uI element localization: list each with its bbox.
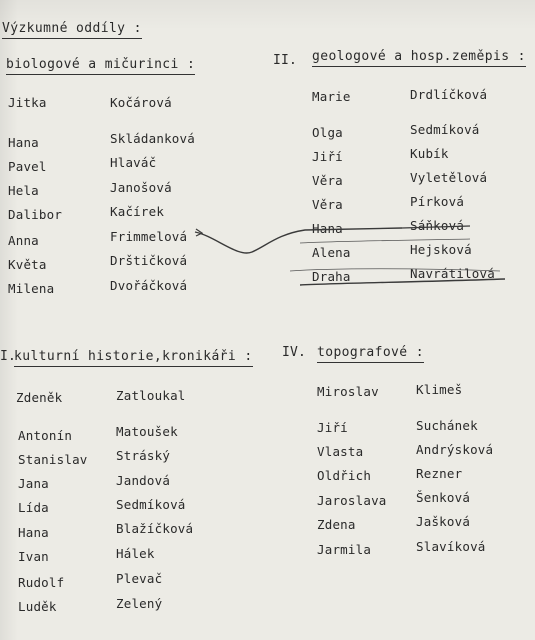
section-numeral: II. <box>273 53 298 68</box>
section-numeral: I. <box>0 349 17 364</box>
member-last-name: Drštičková <box>110 253 188 268</box>
member-first-name: Dalibor <box>8 207 63 222</box>
member-last-name: Kačírek <box>110 204 165 219</box>
member-last-name: Sedmíková <box>116 497 186 512</box>
member-first-name: Draha <box>312 269 351 284</box>
member-first-name: Alena <box>312 245 351 260</box>
member-first-name: Hana <box>8 135 39 150</box>
member-first-name: Oldřich <box>317 468 372 483</box>
member-first-name: Jiří <box>312 149 343 164</box>
member-first-name: Pavel <box>8 159 47 174</box>
member-last-name: Kočárová <box>110 95 172 110</box>
member-last-name: Blažíčková <box>116 521 194 536</box>
section-numeral: IV. <box>282 345 307 360</box>
member-first-name: Jitka <box>8 95 47 110</box>
member-first-name: Rudolf <box>18 575 65 590</box>
member-last-name: Stráský <box>116 448 171 463</box>
member-last-name: Pírková <box>410 194 465 209</box>
member-last-name: Zelený <box>116 596 163 611</box>
member-first-name: Jana <box>18 476 49 491</box>
member-first-name: Hana <box>18 525 49 540</box>
member-first-name: Jiří <box>317 420 348 435</box>
member-last-name: Jandová <box>116 473 171 488</box>
member-first-name: Věra <box>312 197 343 212</box>
member-last-name: Dvořáčková <box>110 278 188 293</box>
member-first-name: Jaroslava <box>317 493 387 508</box>
member-first-name: Antonín <box>18 428 73 443</box>
member-last-name: Janošová <box>110 180 172 195</box>
member-last-name: Suchánek <box>416 418 478 433</box>
draha-over-line <box>290 269 500 271</box>
member-first-name: Vlasta <box>317 444 364 459</box>
member-last-name: Hlaváč <box>110 155 157 170</box>
member-first-name: Olga <box>312 125 343 140</box>
member-first-name: Marie <box>312 89 351 104</box>
member-last-name: Jašková <box>416 514 471 529</box>
member-last-name: Matoušek <box>116 424 178 439</box>
member-last-name: Šenková <box>416 490 471 505</box>
member-last-name: Plevač <box>116 571 163 586</box>
member-first-name: Věra <box>312 173 343 188</box>
member-last-name: Frimmelová <box>110 229 188 244</box>
section-heading: geologové a hosp.zeměpis : <box>312 50 526 67</box>
member-first-name: Hana <box>312 221 343 236</box>
hana-strike-line <box>402 226 470 228</box>
member-first-name: Anna <box>8 233 39 248</box>
draha-strike-line <box>300 279 505 285</box>
member-first-name: Miroslav <box>317 384 379 399</box>
member-last-name: Drdlíčková <box>410 87 488 102</box>
hana-under-line <box>300 239 470 243</box>
member-first-name: Ivan <box>18 549 49 564</box>
member-last-name: Rezner <box>416 466 463 481</box>
member-last-name: Klimeš <box>416 382 463 397</box>
member-first-name: Jarmila <box>317 542 372 557</box>
main-title: Výzkumné oddíly : <box>2 22 142 39</box>
member-first-name: Zdeněk <box>16 390 63 405</box>
member-first-name: Zdena <box>317 517 356 532</box>
member-first-name: Luděk <box>18 599 57 614</box>
member-first-name: Stanislav <box>18 452 88 467</box>
section-heading: kulturní historie,kronikáři : <box>14 350 253 367</box>
section-heading: topografové : <box>317 346 424 363</box>
member-last-name: Navrátilová <box>410 266 495 281</box>
section-heading: biologové a mičurinci : <box>6 58 195 75</box>
member-first-name: Milena <box>8 281 55 296</box>
member-last-name: Andrýsková <box>416 442 494 457</box>
member-last-name: Vyletělová <box>410 170 488 185</box>
member-last-name: Hálek <box>116 546 155 561</box>
member-last-name: Sáňková <box>410 218 465 233</box>
member-first-name: Lída <box>18 500 49 515</box>
member-last-name: Kubík <box>410 146 449 161</box>
member-first-name: Květa <box>8 257 47 272</box>
member-last-name: Sedmíková <box>410 122 480 137</box>
member-last-name: Slavíková <box>416 539 486 554</box>
member-first-name: Hela <box>8 183 39 198</box>
member-last-name: Zatloukal <box>116 388 186 403</box>
member-last-name: Hejsková <box>410 242 472 257</box>
member-last-name: Skládanková <box>110 131 195 146</box>
